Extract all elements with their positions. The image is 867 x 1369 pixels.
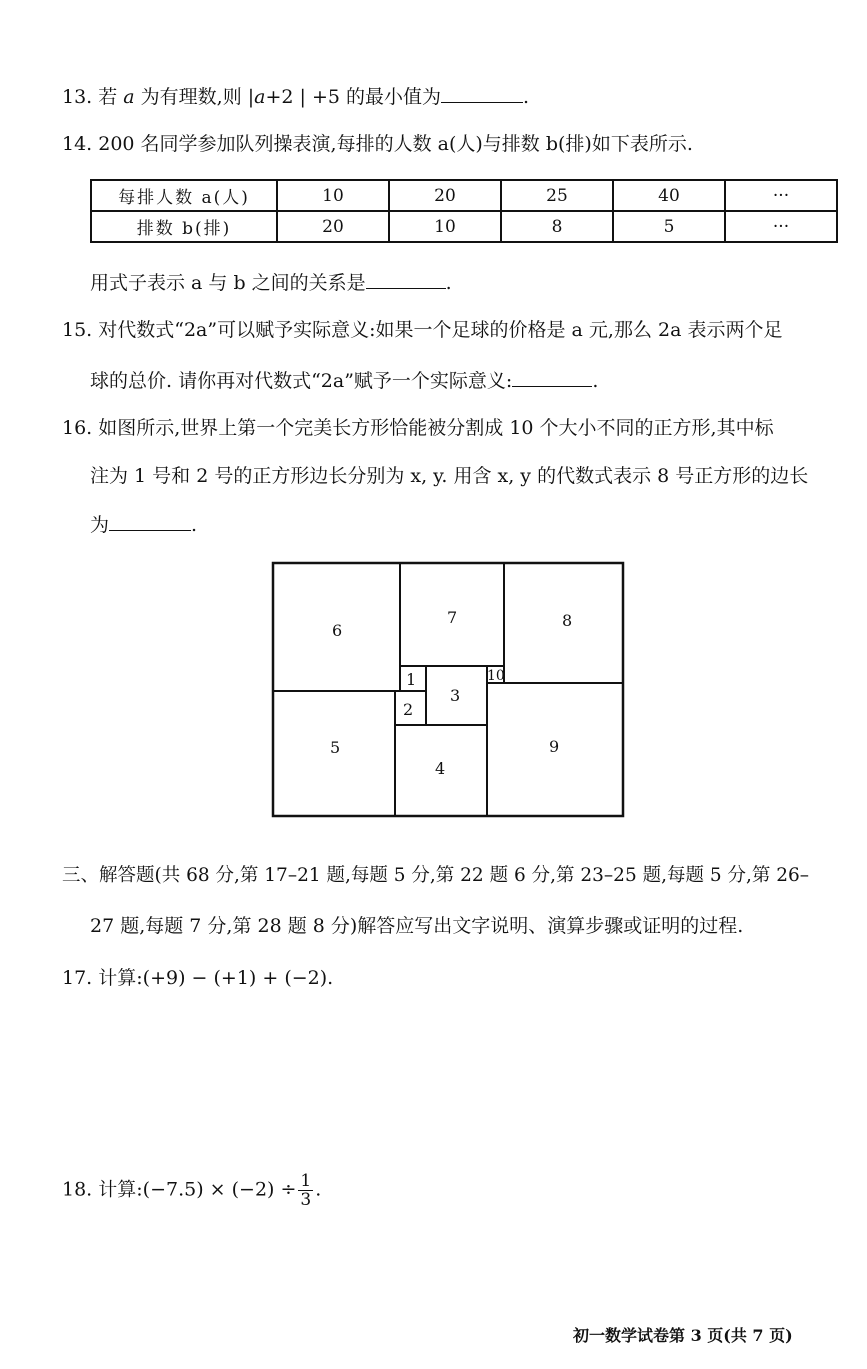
table-row-label: 每排人数 a(人) [91,180,277,211]
page-footer: 初一数学试卷第 3 页(共 7 页) [573,1326,793,1345]
data-table [90,179,838,243]
q16-line3-text: 为 [90,514,110,536]
section-3-header-line1: 三、解答题(共 68 分,第 17–21 题,每题 5 分,第 22 题 6 分,第 23–25 题,每题 5 分,第 26– [62,865,810,886]
q13-end: . [523,86,530,108]
table-cell: ··· [725,211,837,242]
square-label: 4 [435,759,446,778]
table-row [91,180,837,211]
q13-expr-var: a [254,86,266,108]
square-label: 5 [330,738,341,757]
q14-answer-blank[interactable] [366,270,446,289]
question-16-line2: 注为 1 号和 2 号的正方形边长分别为 x, y. 用含 x, y 的代数式表示 8 号正方形的边长 [90,465,809,487]
q14-end: . [445,272,452,294]
question-14-stem: 14. 200 名同学参加队列操表演,每排的人数 a(人)与排数 b(排)如下表所示. [62,133,693,155]
q13-answer-blank[interactable] [441,84,523,103]
table-cell: 20 [389,180,501,211]
square-label: 1 [406,670,417,689]
perfect-rectangle-figure [270,560,626,820]
q13-mid: 为有理数,则 | [134,86,255,108]
square-label: 7 [447,608,458,627]
section-3-header-line2: 27 题,每题 7 分,第 28 题 8 分)解答应写出文字说明、演算步骤或证明的过程. [90,915,744,937]
q18-end: . [315,1178,322,1201]
q16-end: . [191,514,198,536]
question-15-line1: 15. 对代数式“2a”可以赋予实际意义:如果一个足球的价格是 a 元,那么 2a 表示两个足 [62,319,783,341]
table-cell: 20 [277,211,389,242]
q18-text: 18. 计算:(−7.5) × (−2) ÷ [62,1178,297,1201]
fraction-denominator: 3 [300,1190,312,1210]
table-row-label: 排数 b(排) [91,211,277,242]
q15-answer-blank[interactable] [512,368,592,387]
q16-answer-blank[interactable] [109,512,191,531]
question-17: 17. 计算:(+9) − (+1) + (−2). [62,967,334,989]
square-label: 2 [403,700,414,719]
fraction-numerator: 1 [300,1171,312,1191]
square-label: 10 [487,668,505,684]
question-13 [62,84,529,109]
table-cell: 25 [501,180,613,211]
square-label: 3 [450,686,461,705]
table-cell: 40 [613,180,725,211]
question-18 [62,1172,321,1209]
q13-expr-rest: +2 | +5 的最小值为 [265,86,442,108]
fraction [298,1172,313,1209]
q13-prefix: 13. 若 [62,86,124,108]
q15-end: . [592,370,599,392]
table-cell: ··· [725,180,837,211]
question-15-line2 [90,368,598,393]
question-14-followup [90,270,452,295]
square-label: 6 [332,621,343,640]
table-row [91,211,837,242]
table-cell: 5 [613,211,725,242]
outer-rectangle [273,563,623,816]
question-16-line1: 16. 如图所示,世界上第一个完美长方形恰能被分割成 10 个大小不同的正方形,其中标 [62,417,774,439]
q13-var: a [123,86,135,108]
table-cell: 10 [389,211,501,242]
table-cell: 10 [277,180,389,211]
q14-followup-text: 用式子表示 a 与 b 之间的关系是 [90,272,366,294]
question-16-line3 [90,512,197,537]
square-label: 8 [562,611,573,630]
q15-line2-text: 球的总价. 请你再对代数式“2a”赋予一个实际意义: [90,370,513,392]
table-cell: 8 [501,211,613,242]
square-label: 9 [549,737,560,756]
